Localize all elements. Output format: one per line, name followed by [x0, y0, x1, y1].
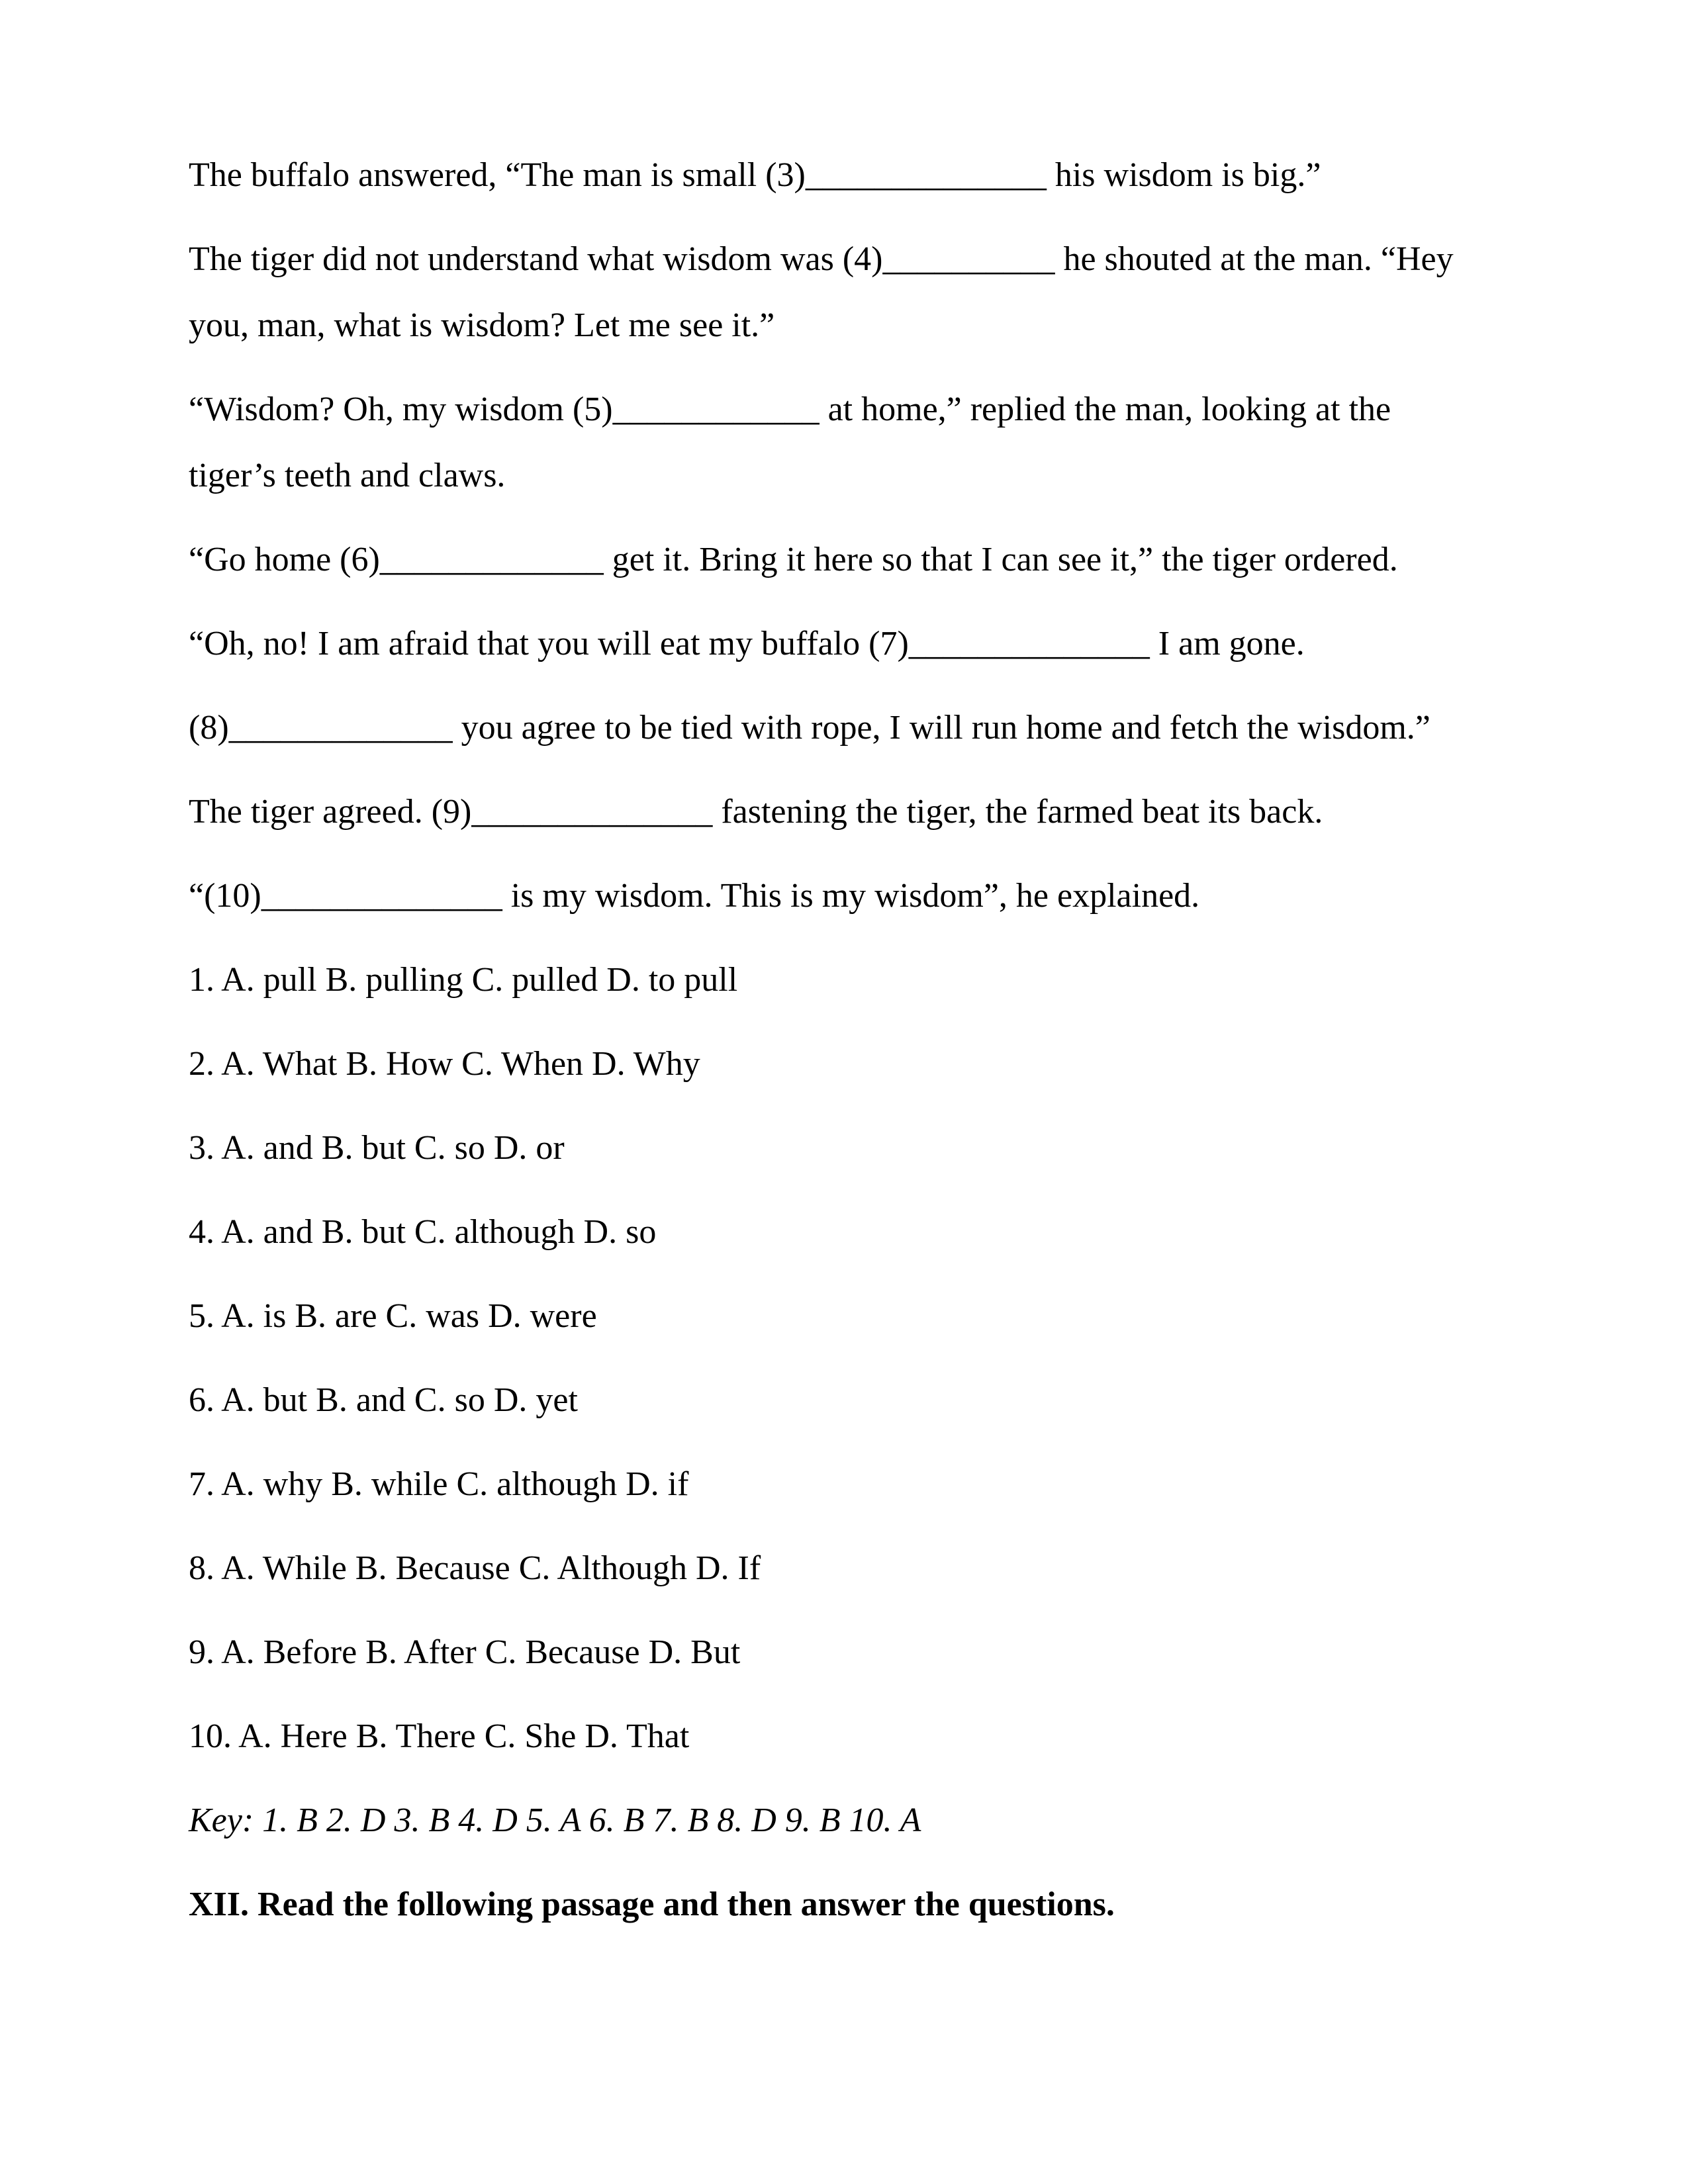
question-item: [189, 1283, 1513, 1349]
question-item: [189, 1704, 1513, 1770]
section-heading-line: XII. Read the following passage and then answer the questions.: [189, 1886, 1115, 1923]
question-item: [189, 1367, 1513, 1433]
passage-paragraph: [189, 142, 1513, 208]
question-line: 4. A. and B. but C. although D. so: [189, 1213, 657, 1251]
passage-line: “(10)______________ is my wisdom. This is my wisdom”, he explained.: [189, 877, 1200, 915]
question-item: [189, 1115, 1513, 1181]
passage-paragraph: [189, 527, 1513, 593]
question-line: 7. A. why B. while C. although D. if: [189, 1465, 689, 1503]
passage-line: “Wisdom? Oh, my wisdom (5)____________ at home,” replied the man, looking at the: [189, 390, 1391, 428]
passage-paragraph: [189, 779, 1513, 845]
question-line: 9. A. Before B. After C. Because D. But: [189, 1633, 741, 1671]
question-line: 3. A. and B. but C. so D. or: [189, 1129, 565, 1167]
passage-line: tiger’s teeth and claws.: [189, 457, 506, 494]
answer-key: [189, 1788, 1513, 1854]
question-line: 5. A. is B. are C. was D. were: [189, 1297, 597, 1335]
question-item: [189, 1451, 1513, 1518]
question-line: 10. A. Here B. There C. She D. That: [189, 1717, 690, 1755]
passage-line: you, man, what is wisdom? Let me see it.”: [189, 306, 775, 344]
passage-paragraph: [189, 863, 1513, 929]
passage-paragraph: [189, 611, 1513, 677]
question-item: [189, 1031, 1513, 1097]
question-item: [189, 1199, 1513, 1265]
passage-line: “Oh, no! I am afraid that you will eat my buffalo (7)______________ I am gone.: [189, 625, 1305, 662]
passage-line: The buffalo answered, “The man is small (3)______________ his wisdom is big.”: [189, 156, 1321, 194]
question-line: 6. A. but B. and C. so D. yet: [189, 1381, 578, 1419]
passage-paragraph: [189, 695, 1513, 761]
passage-line: The tiger did not understand what wisdom was (4)__________ he shouted at the man. “Hey: [189, 240, 1454, 278]
passage-line: The tiger agreed. (9)______________ fastening the tiger, the farmed beat its back.: [189, 793, 1323, 831]
question-line: 1. A. pull B. pulling C. pulled D. to pull: [189, 961, 738, 999]
section-heading: [189, 1872, 1513, 1938]
passage-paragraph: [189, 377, 1513, 509]
question-item: [189, 1535, 1513, 1602]
question-line: 2. A. What B. How C. When D. Why: [189, 1045, 700, 1083]
passage-line: (8)_____________ you agree to be tied with rope, I will run home and fetch the wisdom.”: [189, 709, 1430, 747]
question-item: [189, 1619, 1513, 1686]
cloze-passage: [189, 142, 1513, 929]
question-line: 8. A. While B. Because C. Although D. If: [189, 1549, 761, 1587]
answer-key-line: Key: 1. B 2. D 3. B 4. D 5. A 6. B 7. B 8. D 9. B 10. A: [189, 1801, 921, 1839]
question-item: [189, 947, 1513, 1013]
passage-line: “Go home (6)_____________ get it. Bring it here so that I can see it,” the tiger ordered.: [189, 541, 1398, 578]
multiple-choice-list: [189, 947, 1513, 1770]
passage-paragraph: [189, 226, 1513, 359]
